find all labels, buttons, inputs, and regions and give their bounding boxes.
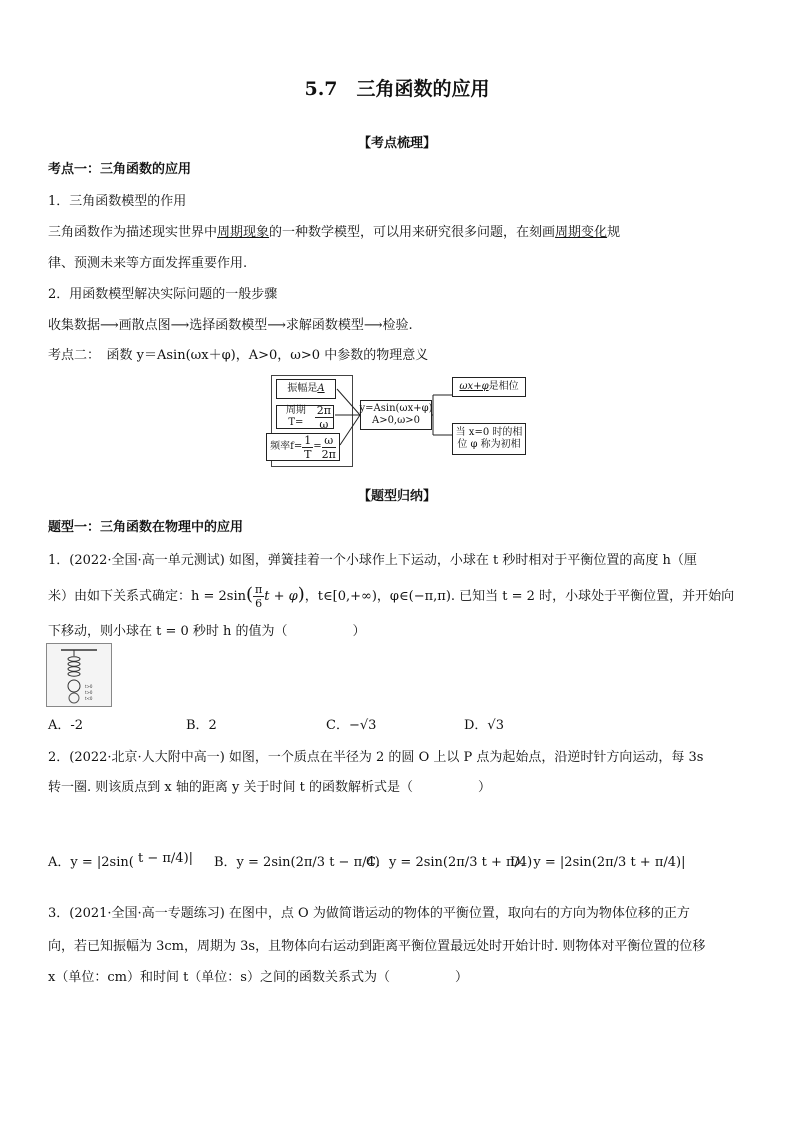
q1-formula-suffix: ，t∈[0,+∞)，φ∈(−π,π). 已知当 t = 2 时，小球处于平衡位置，并开始向 [304,589,735,604]
amplitude-box [276,379,336,399]
ball-lower [69,693,79,703]
q2-option-b[interactable]: B．y = 2sin(2π/3 t − π/4) [214,855,380,870]
q1-option-b[interactable]: B．2 [186,718,217,733]
initial-phase-line1: 当 x=0 时的相 [455,427,523,438]
formula-box [360,400,432,430]
q1-fraction [253,583,264,610]
fig-label-3: t<0 [85,696,93,701]
q1-option-c[interactable]: C．−√3 [326,718,377,733]
kp1-p1-text-c: 规 [607,225,621,240]
page-title: 5.7 三角函数的应用 [304,78,490,100]
kp1-paragraph-line1 [48,221,620,240]
q2-option-c[interactable]: C．y = 2sin(2π/3 t + π/4) [366,855,533,870]
q1-line1: 1．(2022·全国·高一单元测试) 如图，弹簧挂着一个小球作上下运动，小球在 t 秒时相对于平衡位置的高度 h（厘 [48,553,697,568]
period-denominator: ω [319,417,329,431]
q1-line2 [48,583,734,610]
type1-title: 题型一：三角函数在物理中的应用 [48,520,244,535]
kp1-p1-underline-2: 周期变化 [555,225,608,240]
section-header-tixing: 【题型归纳】 [357,489,436,504]
frequency-denominator-2: 2π [321,447,336,461]
q1-formula-mid: t + φ [264,589,298,604]
frequency-equals: = [313,441,322,452]
q3-line3: x（单位：cm）和时间 t（单位：s）之间的函数关系式为（ ） [48,970,468,985]
spring-coil-4 [68,672,80,676]
period-box [276,405,334,429]
period-label: 周期 T= [285,405,306,428]
q2-option-d[interactable]: D．y = |2sin(2π/3 t + π/4)| [510,855,686,870]
frequency-numerator-2: ω [322,434,336,448]
fig-label-2: t>0 [85,690,93,695]
period-numerator: 2π [316,403,331,417]
spring-drawing [47,644,111,706]
kp1-p1-underline-1: 周期现象 [217,225,270,240]
kp2-title: 考点二： 函数 y＝Asin(ωx＋φ)，A>0，ω>0 中参数的物理意义 [48,348,429,363]
initial-phase-text [456,427,523,451]
arrow-to-amplitude [337,389,360,415]
initial-phase-box [452,423,526,455]
q3-line1: 3．(2021·全国·高一专题练习) 在图中，点 O 为做简谐运动的物体的平衡位置，取向右的方向为物体位移的正方 [48,906,690,921]
ball-upper [68,680,80,692]
formula-line2: A>0,ω>0 [371,415,421,426]
q1-formula-prefix: 米）由如下关系式确定：h = 2sin [48,589,247,604]
arrow-to-frequency [340,415,360,445]
frequency-numerator-1: 1 [304,433,312,447]
kp1-item2: 2．用函数模型解决实际问题的一般步骤 [48,287,278,302]
spring-coil-3 [68,667,80,671]
amplitude-label: 振幅是 [287,383,318,394]
q3-line2: 向，若已知振幅为 3cm，周期为 3s，且物体向右运动到距离平衡位置最远处时开始计时. 则物体对平衡位置的位移 [48,939,706,954]
q2-line1: 2．(2022·北京·人大附中高一) 如图，一个质点在半径为 2 的圆 O 上以 P 点为起始点，沿逆时针方向运动，每 3s [48,750,704,765]
q2-option-a-tail: t − π/4)| [138,851,194,866]
spring-coil-2 [68,662,80,666]
q2-line2: 转一圈. 则该质点到 x 轴的距离 y 关于时间 t 的函数解析式是（ ） [48,780,491,795]
q2-option-a[interactable]: A．y = |2sin( [48,855,134,870]
q1-line3: 下移动，则小球在 t = 0 秒时 h 的值为（ ） [48,624,366,639]
formula-text [360,403,433,427]
section-header-kaodian: 【考点梳理】 [357,136,436,151]
spring-figure [46,643,112,707]
kp1-item1: 1．三角函数模型的作用 [48,194,187,209]
phase-box [452,377,526,397]
initial-phase-line2: 位 φ 称为初相 [457,439,521,450]
kp1-p1-text-b: 的一种数学模型，可以用来研究很多问题，在刻画 [269,225,556,240]
q1-option-d[interactable]: D．√3 [464,718,504,733]
phase-expression: ωx+φ [459,381,489,392]
kp1-steps: 收集数据⟶画散点图⟶选择函数模型⟶求解函数模型⟶检验. [48,318,413,333]
frequency-box [266,433,340,461]
kp1-title: 考点一：三角函数的应用 [48,162,192,177]
amplitude-symbol: A [317,383,325,394]
q1-fraction-den: 6 [255,597,263,610]
spring-coil-1 [68,657,80,661]
frequency-denominator-1: T [304,447,312,461]
kp1-p1-text-a: 三角函数作为描述现实世界中 [48,225,218,240]
q1-fraction-num: π [255,583,263,596]
frequency-fraction-1 [302,434,313,461]
phase-label: 是相位 [488,381,519,392]
fig-label-1: t>0 [85,684,93,689]
formula-line1: y=Asin(ωx+φ) [359,403,433,414]
q1-paren-open: ( [246,584,254,605]
q1-paren-close: ) [297,584,305,605]
frequency-label: 频率f= [270,441,303,452]
kp1-paragraph-line2: 律、预测未来等方面发挥重要作用. [48,256,248,271]
q1-option-a[interactable]: A．-2 [48,718,84,733]
